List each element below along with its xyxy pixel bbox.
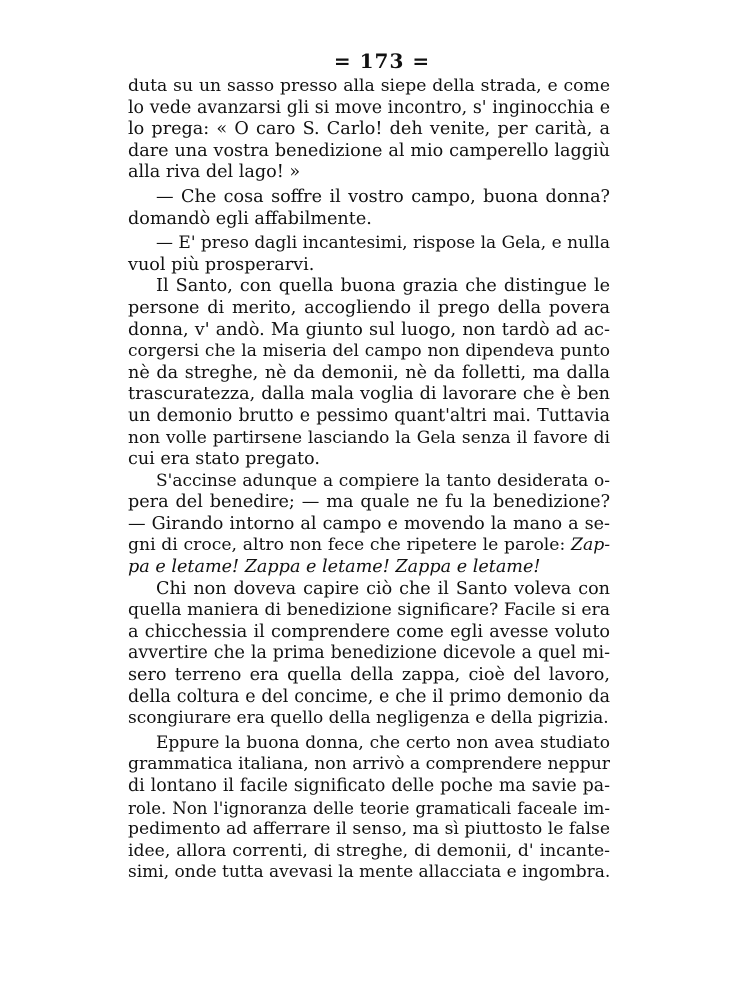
text-line: Il Santo, con quella buona grazia che distingue le: [156, 276, 610, 297]
paragraph: [128, 579, 610, 730]
text-line: Chi non doveva capire ciò che il Santo voleva con: [156, 578, 610, 599]
text-line: duta su un sasso presso alla siepe della strada, e come: [128, 76, 610, 96]
text-line: idee, allora correnti, di streghe, di demonii, d' incante-: [128, 840, 610, 861]
text-line: pedimento ad afferrare il senso, ma sì piuttosto le false: [128, 819, 610, 840]
text-line: gni di croce, altro non fece che ripetere le parole: Zap-: [128, 535, 610, 556]
text-line: cui era stato pregato.: [128, 449, 320, 470]
text-line: scongiurare era quello della negligenza e della pigrizia.: [128, 708, 609, 729]
text-line: nè da streghe, nè da demonii, nè da folletti, ma dalla: [128, 362, 610, 383]
text-line: dare una vostra benedizione al mio camperello laggiù: [128, 140, 610, 161]
text-line: — Che cosa soffre il vostro campo, buona donna?: [156, 186, 610, 207]
paragraph: [128, 76, 610, 184]
text-line: S'accinse adunque a compiere la tanto desiderata o-: [156, 470, 610, 491]
text-line: simi, onde tutta avevasi la mente allacciata e ingombra.: [128, 862, 611, 883]
text-line: un demonio brutto e pessimo quant'altri mai. Tuttavia: [128, 405, 610, 426]
text-line: alla riva del lago! »: [128, 162, 301, 183]
paragraph: [128, 733, 610, 884]
text-line: sero terreno era quella della zappa, cioè del lavoro,: [128, 665, 610, 686]
text-line: grammatica italiana, non arrivò a comprendere neppur: [128, 754, 610, 775]
page-number: = 173 =: [333, 49, 431, 73]
paragraph: [128, 233, 610, 276]
text-line: avvertire che la prima benedizione dicevole a quel mi-: [128, 643, 610, 664]
italic-text: Zap-: [571, 535, 610, 556]
text-line: — Girando intorno al campo e movendo la mano a se-: [128, 513, 610, 534]
text-line: corgersi che la miseria del campo non dipendeva punto: [128, 341, 610, 362]
text-line: role. Non l'ignoranza delle teorie gramaticali faceale im-: [128, 798, 610, 818]
text-line: pera del benedire; — ma quale ne fu la benedizione?: [128, 492, 610, 513]
body-text: [128, 76, 610, 884]
text-line: di lontano il facile significato delle poche ma savie pa-: [128, 776, 610, 796]
text-line: pa e letame! Zappa e letame! Zappa e letame!: [128, 557, 541, 578]
text-line: domandò egli affabilmente.: [128, 208, 372, 229]
paragraph: [128, 471, 610, 579]
text-line: persone di merito, accogliendo il prego della povera: [128, 297, 610, 318]
paragraph: [128, 276, 610, 470]
text-line: della coltura e del concime, e che il primo demonio da: [128, 686, 610, 707]
text-line: a chicchessia il comprendere come egli avesse voluto: [128, 621, 610, 642]
text-line: non volle partirsene lasciando la Gela senza il favore di: [128, 427, 610, 448]
text-line: trascuratezza, dalla mala voglia di lavorare che è ben: [128, 384, 610, 405]
text-line: lo prega: « O caro S. Carlo! deh venite, per carità, a: [128, 119, 610, 140]
text-line: donna, v' andò. Ma giunto sul luogo, non tardò ad ac-: [128, 319, 610, 340]
book-page: [128, 50, 610, 884]
text-line: Eppure la buona donna, che certo non avea studiato: [156, 732, 610, 753]
text-line: lo vede avanzarsi gli si move incontro, s' inginocchia e: [128, 97, 610, 118]
paragraph: [128, 187, 610, 230]
text-line: vuol più prosperarvi.: [128, 254, 315, 275]
text-line: quella maniera di benedizione significare? Facile si era: [128, 600, 610, 621]
text-line: — E' preso dagli incantesimi, rispose la Gela, e nulla: [156, 233, 610, 254]
